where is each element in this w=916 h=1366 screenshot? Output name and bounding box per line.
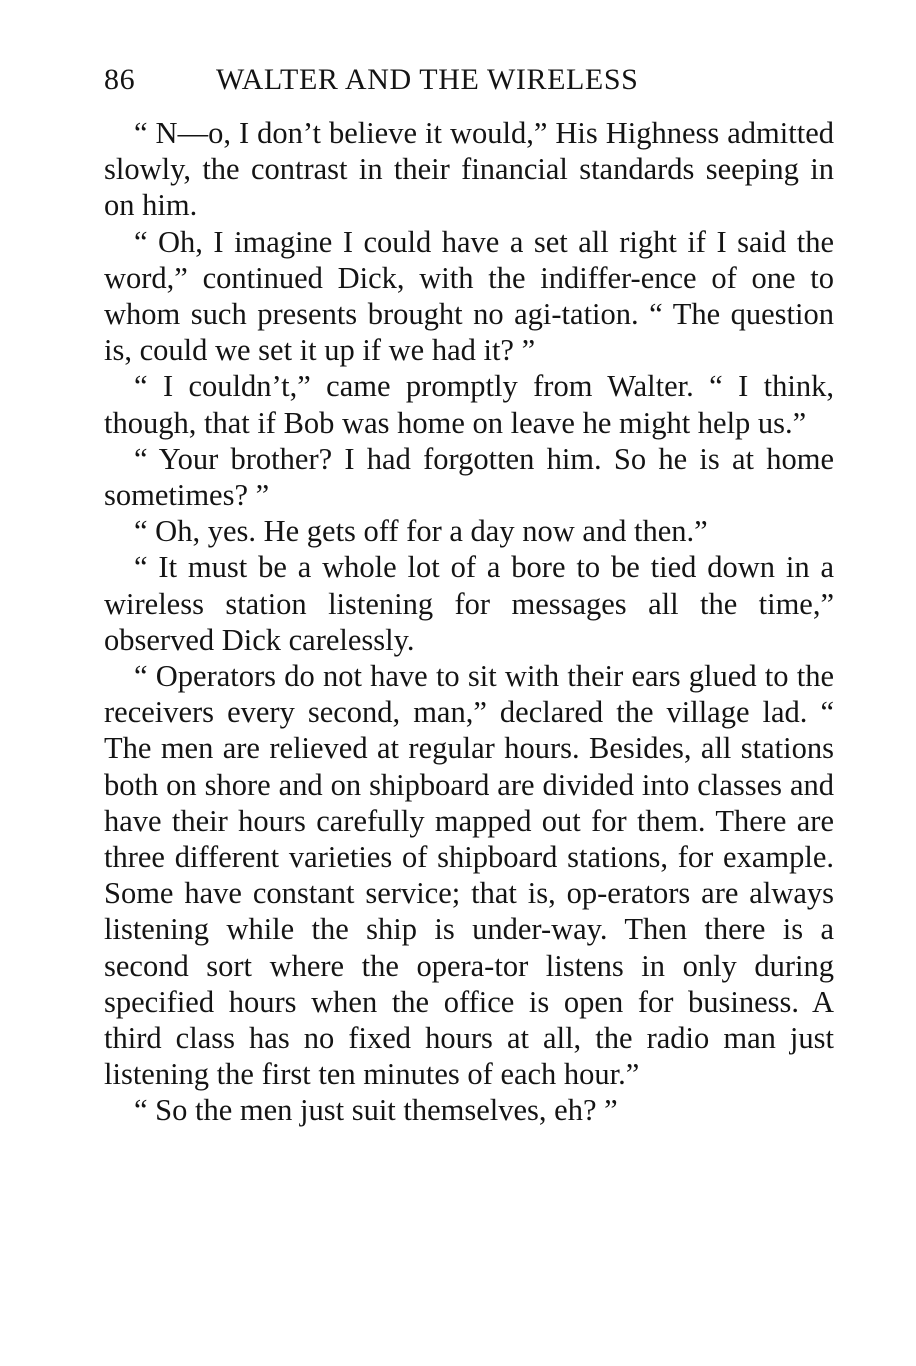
page-number: 86 <box>104 63 136 96</box>
paragraph: “ Your brother? I had forgotten him. So he is at home sometimes? ” <box>104 441 834 513</box>
paragraph: “ I couldn’t,” came promptly from Walter. “ I think, though, that if Bob was home on leave he might help us.” <box>104 369 834 440</box>
body-text <box>104 115 834 1129</box>
book-title: WALTER AND THE WIRELESS <box>216 63 639 96</box>
paragraph: “ So the men just suit themselves, eh? ” <box>134 1093 618 1128</box>
paragraph: “ Operators do not have to sit with their ears glued to the receivers every second, man,” declared the village lad. “ The men are relieved at regular hours. Besides, all stations both on shore and on shipboard are divided into classes and have their hours carefully mapped out for them. There are three different varieties of shipboard stations, for example. Some have constant service; that is, op-erators are always listening while the ship is under-way. Then there is a second sort where the opera-tor listens in only during specified hours when the office is open for business. A third class has no fixed hours at all, the radio man just listening the first ten minutes of each hour.” <box>104 659 834 1092</box>
paragraph: “ Oh, I imagine I could have a set all right if I said the word,” continued Dick, with the indiffer-ence of one to whom such presents brought no agi-tation. “ The question is, could we set it up if we had it? ” <box>104 224 834 368</box>
paragraph: “ It must be a whole lot of a bore to be tied down in a wireless station listening for messages all the time,” observed Dick carelessly. <box>104 550 834 657</box>
paragraph: “ N—o, I don’t believe it would,” His Highness admitted slowly, the contrast in their financial standards seeping in on him. <box>104 116 834 223</box>
paragraph: “ Oh, yes. He gets off for a day now and then.” <box>134 514 708 549</box>
running-head <box>104 58 834 102</box>
